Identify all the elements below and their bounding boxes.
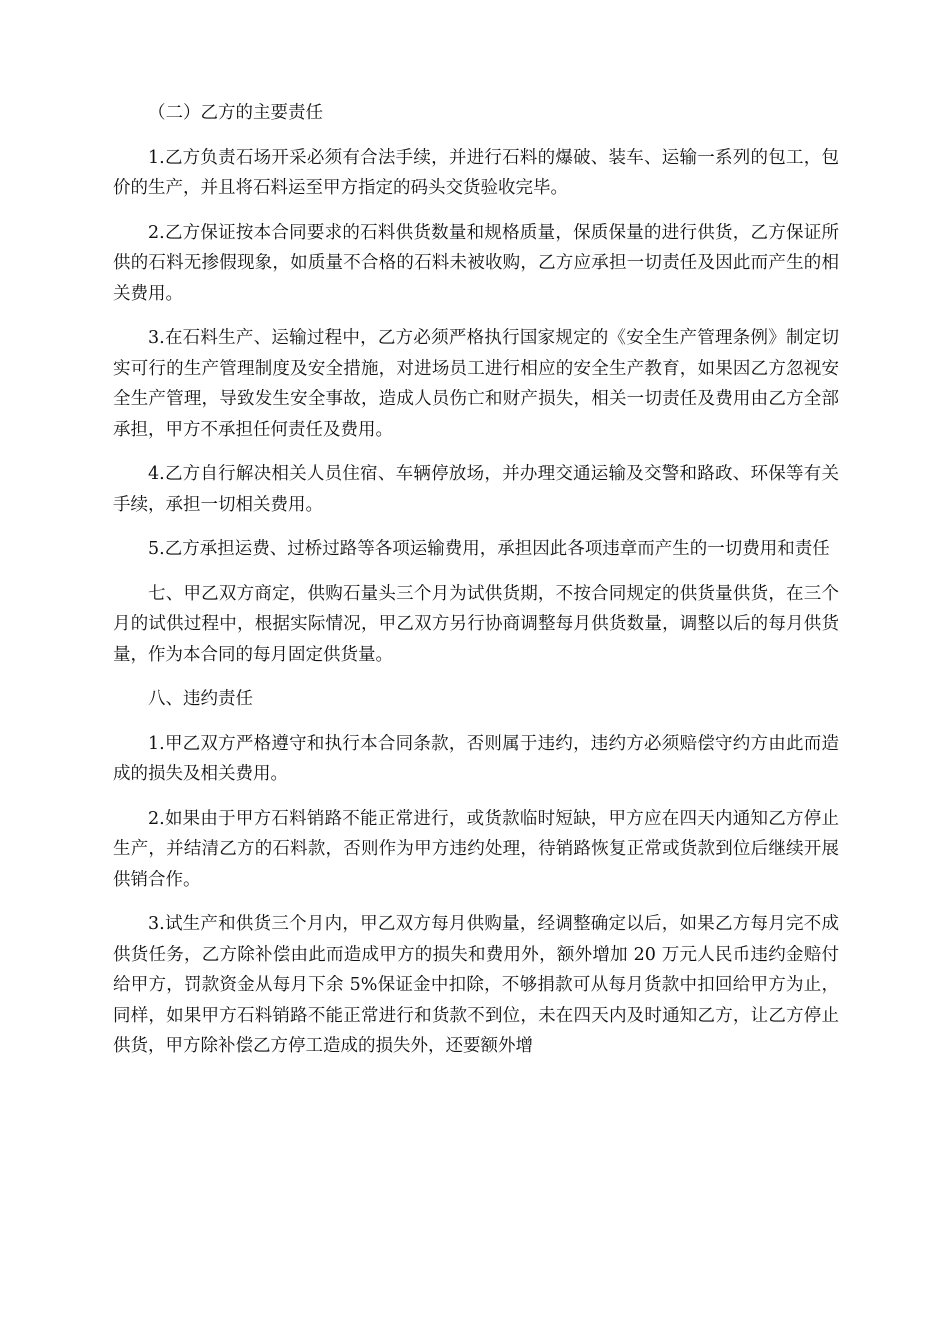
- document-body: [113, 98, 839, 1076]
- clause-3: 3.在石料生产、运输过程中，乙方必须严格执行国家规定的《安全生产管理条例》制定切实可行的生产管理制度及安全措施，对进场员工进行相应的安全生产教育，如果因乙方忽视安全生产管理，导致发生安全事故，造成人员伤亡和财产损失，相关一切责任及费用由乙方全部承担，甲方不承担任何责任及费用。: [113, 328, 839, 440]
- clause-5: 5.乙方承担运费、过桥过路等各项运输费用，承担因此各项违章而产生的一切费用和责任: [148, 539, 830, 559]
- clause-1: 1.乙方负责石场开采必须有合法手续，并进行石料的爆破、装车、运输一系列的包工，包价的生产，并且将石料运至甲方指定的码头交货验收完毕。: [113, 147, 839, 198]
- article-7: 七、甲乙双方商定，供购石量头三个月为试供货期，不按合同规定的供货量供货，在三个月的试供过程中，根据实际情况，甲乙双方另行协商调整每月供货数量，调整以后的每月供货量，作为本合同的每月固定供货量。: [113, 583, 839, 665]
- clause-4: 4.乙方自行解决相关人员住宿、车辆停放场，并办理交通运输及交警和路政、环保等有关手续，承担一切相关费用。: [113, 464, 839, 515]
- clause-2: 2.乙方保证按本合同要求的石料供货数量和规格质量，保质保量的进行供货，乙方保证所供的石料无掺假现象，如质量不合格的石料未被收购，乙方应承担一切责任及因此而产生的相关费用。: [113, 222, 839, 304]
- breach-clause-3: 3.试生产和供货三个月内，甲乙双方每月供购量，经调整确定以后，如果乙方每月完不成供货任务，乙方除补偿由此而造成甲方的损失和费用外，额外增加 20 万元人民币违约金赔付给甲方，罚款资金从每月下余 5%保证金中扣除，不够捐款可从每月货款中扣回给甲方为止，同样，如果甲方石料销路不能正常进行和货款不到位，未在四天内及时通知乙方，让乙方停止供货，甲方除补偿乙方停工造成的损失外，还要额外增: [113, 914, 839, 1056]
- breach-clause-1: 1.甲乙双方严格遵守和执行本合同条款，否则属于违约，违约方必须赔偿守约方由此而造成的损失及相关费用。: [113, 733, 839, 784]
- breach-clause-2: 2.如果由于甲方石料销路不能正常进行，或货款临时短缺，甲方应在四天内通知乙方停止生产，并结清乙方的石料款，否则作为甲方违约处理，待销路恢复正常或货款到位后继续开展供销合作。: [113, 808, 839, 890]
- section-heading-breach-liability: 八、违约责任: [148, 689, 253, 709]
- section-heading-party-b-responsibilities: （二）乙方的主要责任: [148, 103, 323, 123]
